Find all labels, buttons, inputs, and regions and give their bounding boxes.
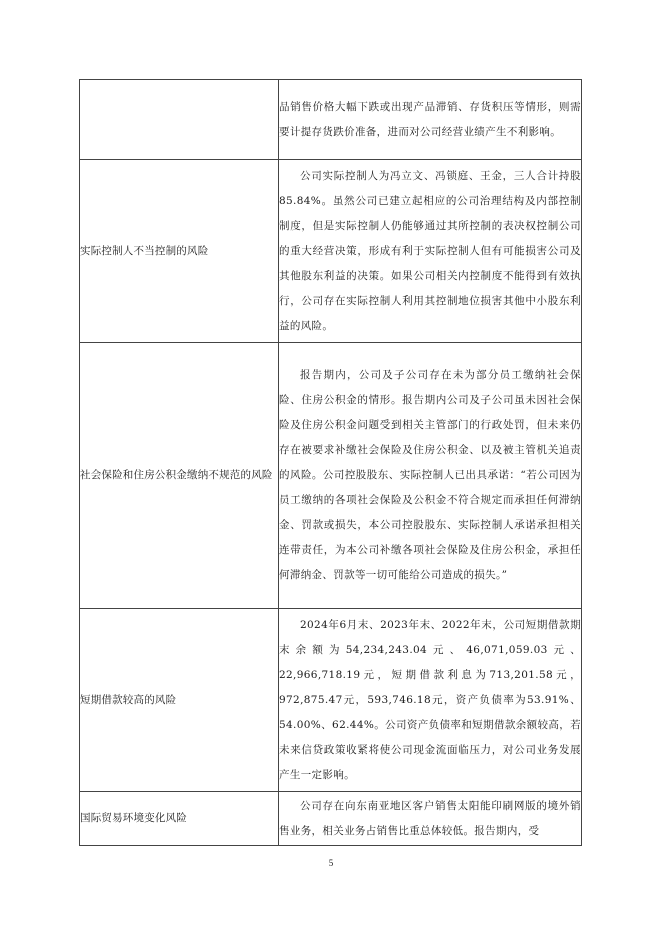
risk-description-text: 品销售价格大幅下跌或出现产品滞销、存货积压等情形，则需要计提存货跌价准备，进而对公司经营业绩产生不利影响。 bbox=[279, 100, 581, 138]
risk-name-cell: 实际控制人不当控制的风险 bbox=[80, 160, 279, 343]
risk-description-cell bbox=[279, 80, 582, 160]
risk-name-cell: 社会保险和住房公积金缴纳不规范的风险 bbox=[80, 343, 279, 609]
page-number: 5 bbox=[328, 858, 334, 868]
risk-name-cell bbox=[80, 80, 279, 160]
risk-description-cell bbox=[279, 609, 582, 792]
table-row bbox=[80, 343, 582, 609]
risk-description-text: 2024年6月末、2023年末、2022年末，公司短期借款期末余额为54,234,243.04元、46,071,059.03元、22,966,718.19元，短期借款利息为713,201.58元，972,875.47元，593,746.18元，资产负债率为53.91%、54.00%、62.44%。公司资产负债率和短期借款余额较高，若未来信贷政策收紧将使公司现金流面临压力，对公司业务发展产生一定影响。 bbox=[279, 618, 581, 781]
risk-description-cell bbox=[279, 160, 582, 343]
table-row bbox=[80, 160, 582, 343]
risk-name-cell: 短期借款较高的风险 bbox=[80, 609, 279, 792]
risk-description-text: 公司实际控制人为冯立文、冯锁庭、王金，三人合计持股85.84%。虽然公司已建立起相应的公司治理结构及内部控制制度，但是实际控制人仍能够通过其所控制的表决权控制公司的重大经营决策，形成有利于实际控制人但有可能损害公司及其他股东利益的决策。如果公司相关内控制度不能得到有效执行，公司存在实际控制人利用其控制地位损害其他中小股东利益的风险。 bbox=[279, 169, 581, 332]
table-row bbox=[80, 792, 582, 846]
risk-description-text: 报告期内，公司及子公司存在未为部分员工缴纳社会保险、住房公积金的情形。报告期内公司及子公司虽未因社会保险及住房公积金问题受到相关主管部门的行政处罚，但未来仍存在被要求补缴社会保险及住房公积金、以及被主管机关追责的风险。公司控股股东、实际控制人已出具承诺：“若公司因为员工缴纳的各项社会保险及公积金不符合规定而承担任何滞纳金、罚款或损失，本公司控股股东、实际控制人承诺承担相关连带责任，为本公司补缴各项社会保险及住房公积金，承担任何滞纳金、罚款等一切可能给公司造成的损失。” bbox=[279, 369, 581, 581]
table-row bbox=[80, 609, 582, 792]
risk-description-cell bbox=[279, 343, 582, 609]
risk-name-cell: 国际贸易环境变化风险 bbox=[80, 792, 279, 846]
table-row bbox=[80, 80, 582, 160]
risk-description-text: 公司存在向东南亚地区客户销售太阳能印刷网版的境外销售业务，相关业务占销售比重总体较低。报告期内，受 bbox=[279, 799, 581, 837]
risk-description-cell bbox=[279, 792, 582, 846]
risk-factors-table bbox=[79, 79, 582, 846]
